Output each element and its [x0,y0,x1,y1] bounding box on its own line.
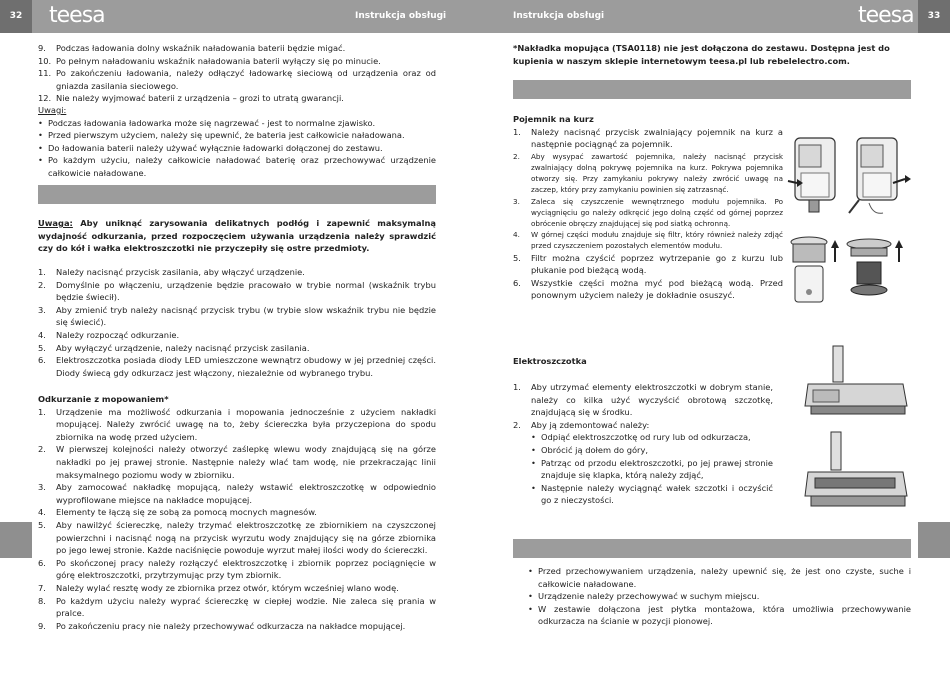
item-number: 4. [38,329,46,340]
brush-steps [513,381,773,507]
item-number: 12. [38,93,52,104]
numbered-list [513,381,773,431]
electric-brush-underside [805,432,907,506]
item-number: 4. [513,230,520,240]
item-text: Po każdym użyciu należy wyprać ściereczkę w ciepłej wodzie. Nie zaleca się prania w pralce. [56,595,436,619]
item-number: 1. [38,406,46,417]
electric-brush-illustration [803,344,913,424]
item-text: Aby zamocować nakładkę mopującą, należy wstawić elektroszczotkę w odpowiednio wyprofilowane miejsce na nakładce mopującej. [56,482,436,505]
item-text: W pierwszej kolejności należy otworzyć zaślepkę wlewu wody znajdującą się na górze nakładki po jej prawej stronie. Następnie należy wlać tam wodę, nie przekraczając linii maksymalnego poziomu wody w zbiorniku. [56,444,436,480]
item-number: 1. [513,126,521,137]
list-item [38,557,436,582]
item-text: Po zakończeniu ładowania, należy odłączyć ładowarkę sieciową od urządzenia oraz od gniazda zasilania sieciowego. [56,68,436,91]
item-number: 1. [38,267,46,277]
section-bar [38,185,436,204]
bullet-item: • Następnie należy wyciągnąć wałek szczotki i oczyścić go z nieczystości. [531,482,773,507]
list-item [38,582,436,595]
notes-section [38,104,436,180]
numbered-list [513,126,783,302]
item-number: 6. [38,557,46,568]
item-text: Elektroszczotka posiada diody LED umieszczone wewnątrz obudowy w jej przedniej części. Diody świecą gdy odkurzacz jest włączony, niezależnie od wybranego trybu. [56,355,436,378]
bullet-item: • Przed przechowywaniem urządzenia, należy upewnić się, że jest ono czyste, suche i całkowicie naładowane. [528,565,911,590]
list-item [38,519,436,557]
section-bar [513,80,911,99]
list-item [513,381,773,419]
storage-list [528,565,911,628]
mop-section [38,393,436,632]
list-item [513,229,783,251]
item-text: Zaleca się czyszczenie wewnętrznego modułu pojemnika. Po wyciągnięciu go należy odkręcić jego dolną część od górnej poprzez obrócenie obręczy znajdującej się pod siatką ochronną. [531,196,783,228]
item-text: Domyślnie po włączeniu, urządzenie będzie pracowało w trybie normal (wskaźnik trybu będzie świecił). [56,279,436,303]
list-item [513,196,783,230]
brush-title: Elektroszczotka [513,356,587,366]
bullet-item: • Patrząc od przodu elektroszczotki, po jej prawej stronie znajduje się klapka, którą należy zdjąć, [531,457,773,482]
teesa-logo: teesa [858,3,914,28]
item-text: Filtr można czyścić poprzez wytrzepanie go z kurzu lub płukanie pod bieżącą wodą. [531,252,783,276]
item-number: 6. [38,355,46,366]
list-item [513,277,783,302]
list-item [38,55,436,68]
storage-section [528,565,911,628]
item-text: Po skończonej pracy należy rozłączyć elektroszczotkę i zbiornik poprzez pociągnięcie w górę elektroszczotki, przytrzymując przy tym zbiornik. [56,557,436,581]
item-number: 2. [513,151,520,161]
filter-module [791,237,839,302]
brush-substeps [513,431,773,507]
bullet-item: • Do ładowania baterii należy używać wyłącznie ładowarki dołączonej do zestawu. [38,142,436,155]
warning-paragraph [38,217,436,255]
bullet-item: • Urządzenie należy przechowywać w suchym miejscu. [528,590,911,603]
bullet-item: • Podczas ładowania ładowarka może się nagrzewać - jest to normalne zjawisko. [38,117,436,130]
mop-accessory-note: *Nakładka mopująca (TSA0118) nie jest dołączona do zestawu. Dostępna jest do kupienia w naszym sklepie internetowym teesa.pl lub rebelelectro.com. [513,43,890,66]
list-item [38,329,436,342]
item-text: Należy nacisnąć przycisk zasilania, aby włączyć urządzenie. [56,267,305,277]
header-title: Instrukcja obsługi [513,11,605,21]
notes-title: Uwagi: [38,105,67,115]
item-text: Aby utrzymać elementy elektroszczotki w dobrym stanie, należy co kilka użyć wyczyścić obrotową szczotkę, znajdującą się w środku. [531,382,773,418]
item-text: Należy nacisnąć przycisk zwalniający pojemnik na kurz a następnie pociągnąć za pojemnik. [531,126,783,150]
list-item [38,443,436,481]
item-text: Podczas ładowania dolny wskaźnik naładowania baterii będzie migać. [56,43,346,53]
bullet-item: • Odpiąć elektroszczotkę od rury lub od odkurzacza, [531,431,773,444]
list-item [38,406,436,444]
page-number: 32 [0,0,32,33]
container-section [513,113,783,302]
item-text: Aby ją zdemontować należy: [531,419,650,430]
warning-text: Aby uniknąć zarysowania delikatnych podłóg i zapewnić maksymalną wydajność odkurzania, przed rozpoczęciem używania urządzenia należy sprawdzić czy do kół i wałka elektroszczotki nie przyczepiły się ostre przedmioty. [38,218,436,254]
item-number: 8. [38,595,46,606]
list-item [513,126,783,151]
item-text: Po zakończeniu pracy nie należy przechowywać odkurzacza na nakładce mopującej. [56,620,406,631]
item-number: 3. [513,196,520,206]
side-tab [0,522,32,558]
list-item [38,595,436,620]
list-item [513,419,773,432]
notes-list [38,117,436,180]
usage-steps [38,266,436,379]
item-text: Po pełnym naładowaniu wskaźnik naładowania baterii wyłączy się po minucie. [56,55,381,66]
item-number: 9. [38,620,46,631]
dust-container-lid-open [849,138,911,213]
item-number: 3. [38,482,46,493]
bullet-item: • Przed pierwszym użyciem, należy się upewnić, że bateria jest całkowicie naładowana. [38,129,436,142]
list-item [38,481,436,506]
list-item [513,151,783,196]
list-item [38,67,436,92]
item-text: Należy rozpocząć odkurzanie. [56,329,180,340]
electric-brush-top [805,346,907,414]
list-item [38,354,436,379]
page-header [475,0,950,33]
charging-steps [38,42,436,105]
page-header [0,0,475,33]
container-title: Pojemnik na kurz [513,114,594,124]
item-text: Nie należy wyjmować baterii z urządzenia – grozi to utratą gwarancji. [56,93,344,104]
side-tab [918,522,950,558]
item-text: Aby nawilżyć ściereczkę, należy trzymać elektroszczotkę ze zbiornikiem na czyszczonej powierzchni i nacisnąć nogą na przycisk wyrzutu wody znajdujący się na górze zbiornika po jego lewej stronie. Każde naciśnięcie powoduje wyrzut małej ilości wody do ściereczki. [56,519,436,556]
list-item [38,42,436,55]
item-number: 5. [38,519,46,530]
item-number: 6. [513,277,521,288]
item-text: Urządzenie ma możliwość odkurzania i mopowania jednocześnie z użyciem nakładki mopującej. Należy zwrócić uwagę na to, żeby ściereczka była przyczepiona do spodu zbiornika na wodę przed użyciem. [56,406,436,442]
item-number: 2. [513,419,521,430]
item-number: 4. [38,507,46,518]
item-text: Wszystkie części można myć pod bieżącą wodą. Przed ponownym użyciem należy je dokładnie osuszyć. [531,277,783,301]
item-text: Należy wylać resztę wody ze zbiornika przez otwór, którym wcześniej wlano wodę. [56,582,399,593]
list-item [38,342,436,355]
mop-title: Odkurzanie z mopowaniem* [38,394,169,404]
filter-parts [847,239,903,295]
list-item [513,252,783,277]
page-number: 33 [918,0,950,33]
page-right [475,0,950,674]
bullet-item: • Po każdym użyciu, należy całkowicie naładować baterię oraz przechowywać urządzenie całkowicie naładowane. [38,154,436,179]
warning-label: Uwaga: [38,218,73,228]
item-number: 11. [38,68,52,79]
item-text: W górnej części modułu znajduje się filtr, który również należy zdjąć przed czyszczeniem pozostałych elementów modułu. [531,230,783,251]
item-number: 1. [513,382,521,392]
filter-module-illustration [787,234,912,314]
bullet-item: • Obrócić ją dołem do góry, [531,444,773,457]
bullet-item: • W zestawie dołączona jest płytka montażowa, która umożliwia przechowywanie odkurzacza na ścianie w pozycji pionowej. [528,603,911,628]
dust-container-open [788,138,835,212]
numbered-list [38,266,436,379]
list-item [38,266,436,279]
list-item [38,620,436,633]
numbered-list [38,406,436,633]
brush-section [513,355,773,368]
dust-container-illustration [787,133,912,223]
item-text: Aby zmienić tryb należy nacisnąć przycisk trybu (w trybie slow wskaźnik trybu nie będzie się świecić). [56,304,436,328]
item-text: Aby wyłączyć urządzenie, należy nacisnąć przycisk zasilania. [56,342,310,353]
item-number: 10. [38,55,52,66]
item-number: 7. [38,582,46,593]
section-bar [513,539,911,558]
item-number: 3. [38,304,46,315]
header-title: Instrukcja obsługi [355,11,447,21]
numbered-list [38,42,436,105]
list-item [38,506,436,519]
electric-brush-illustration-2 [803,430,913,515]
item-number: 5. [513,252,521,263]
list-item [38,304,436,329]
item-number: 2. [38,444,46,455]
item-number: 2. [38,279,46,290]
teesa-logo: teesa [49,3,105,28]
list-item [38,279,436,304]
item-text: Aby wysypać zawartość pojemnika, należy nacisnąć przycisk zwalniający dolną pokrywę pojemnika na kurz. Pokrywa pojemnika otworzy się. Przy zamykaniu pokrywy należy zwrócić uwagę na zaczep, który przy zamykaniu powinien się zatrzasnąć. [531,151,783,195]
item-number: 9. [38,43,46,53]
item-text: Elementy te łączą się ze sobą za pomocą mocnych magnesów. [56,507,317,518]
item-number: 5. [38,342,46,353]
